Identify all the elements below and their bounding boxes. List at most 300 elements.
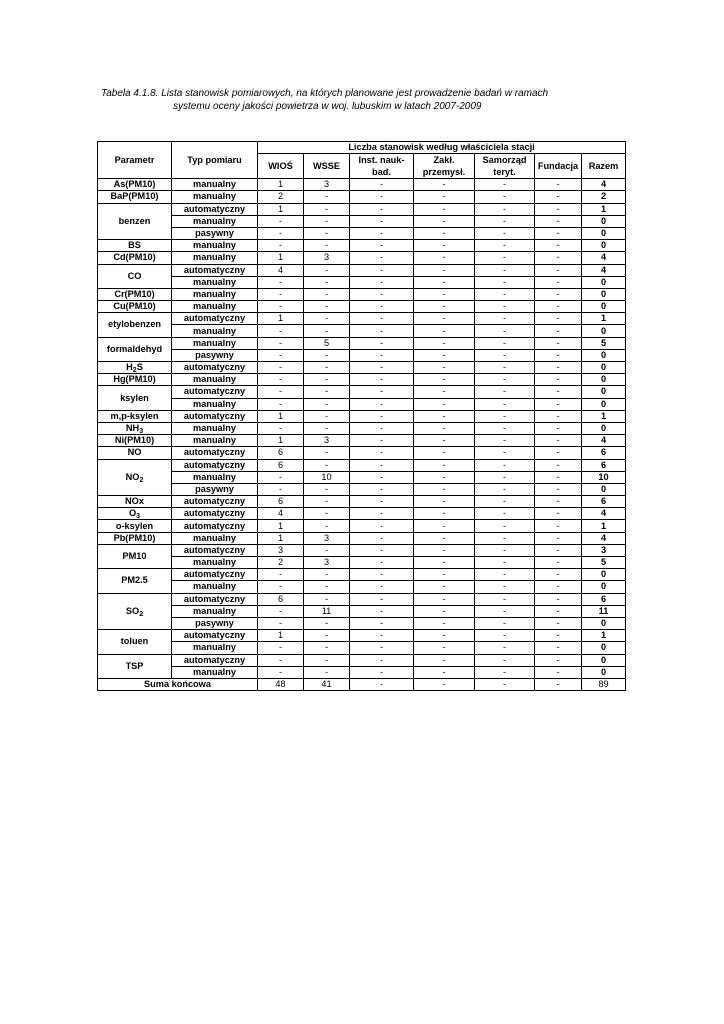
table-row [98,264,626,276]
count-cell: - [535,325,582,337]
count-cell: - [535,313,582,325]
count-cell: - [475,264,535,276]
total-cell: 48 [258,678,304,690]
count-cell: - [475,386,535,398]
count-cell: - [475,313,535,325]
count-cell: - [414,301,475,313]
count-cell: - [304,313,350,325]
measurement-type-cell: manualny [172,374,258,386]
measurement-type-cell: manualny [172,325,258,337]
count-cell: 6 [258,593,304,605]
count-cell: - [350,422,414,434]
count-cell: - [535,374,582,386]
count-cell: - [350,240,414,252]
count-cell: - [535,617,582,629]
parameter-cell: Cu(PM10) [98,301,172,313]
count-cell: - [304,215,350,227]
count-cell: - [350,313,414,325]
stations-table [97,141,626,691]
count-cell: 1 [258,532,304,544]
count-cell: - [258,581,304,593]
razem-cell: 1 [582,520,626,532]
count-cell: - [258,654,304,666]
count-cell: - [535,227,582,239]
count-cell: - [535,520,582,532]
count-cell: 6 [258,447,304,459]
total-cell: 41 [304,678,350,690]
count-cell: - [304,325,350,337]
caption-line-2: systemu oceny jakości powietrza w woj. lubuskim w latach 2007-2009 [173,101,482,112]
count-cell: - [304,508,350,520]
table-row [98,447,626,459]
count-cell: - [304,496,350,508]
count-cell: - [258,483,304,495]
count-cell: - [535,398,582,410]
count-cell: - [350,642,414,654]
count-cell: - [350,483,414,495]
count-cell: - [475,191,535,203]
count-cell: 1 [258,520,304,532]
count-cell: - [414,325,475,337]
razem-cell: 0 [582,386,626,398]
table-row [98,471,626,483]
razem-cell: 0 [582,422,626,434]
count-cell: - [414,410,475,422]
count-cell: - [258,386,304,398]
count-cell: - [350,203,414,215]
count-cell: - [258,666,304,678]
table-row [98,325,626,337]
count-cell: - [475,435,535,447]
count-cell: - [414,435,475,447]
count-cell: - [475,410,535,422]
count-cell: 3 [304,435,350,447]
count-cell: - [258,227,304,239]
table-row [98,313,626,325]
measurement-type-cell: manualny [172,276,258,288]
count-cell: - [535,252,582,264]
count-cell: - [414,313,475,325]
count-cell: - [414,617,475,629]
count-cell: - [535,557,582,569]
header-typ-pomiaru: Typ pomiaru [172,142,258,179]
total-row [98,678,626,690]
razem-cell: 0 [582,569,626,581]
count-cell: - [350,227,414,239]
razem-cell: 4 [582,264,626,276]
table-row [98,557,626,569]
measurement-type-cell: automatyczny [172,447,258,459]
count-cell: - [535,569,582,581]
count-cell: - [304,483,350,495]
measurement-type-cell: automatyczny [172,520,258,532]
header-razem: Razem [582,154,626,179]
total-cell: - [535,678,582,690]
parameter-cell: As(PM10) [98,179,172,191]
table-row [98,642,626,654]
total-razem-cell: 89 [582,678,626,690]
count-cell: - [304,581,350,593]
measurement-type-cell: pasywny [172,349,258,361]
count-cell: - [414,605,475,617]
count-cell: 4 [258,264,304,276]
table-row [98,435,626,447]
count-cell: - [414,569,475,581]
count-cell: - [350,362,414,374]
header-inst-nauk-bad: Inst. nauk-bad. [350,154,414,179]
parameter-cell: $NO_2$ [98,459,172,496]
count-cell: - [535,422,582,434]
count-cell: - [535,179,582,191]
razem-cell: 1 [582,410,626,422]
count-cell: - [535,630,582,642]
measurement-type-cell: manualny [172,532,258,544]
count-cell: - [535,605,582,617]
measurement-type-cell: manualny [172,422,258,434]
razem-cell: 1 [582,203,626,215]
razem-cell: 0 [582,240,626,252]
count-cell: - [350,630,414,642]
measurement-type-cell: automatyczny [172,264,258,276]
count-cell: - [258,301,304,313]
count-cell: 1 [258,313,304,325]
count-cell: - [414,654,475,666]
count-cell: - [304,264,350,276]
count-cell: - [535,532,582,544]
count-cell: - [475,288,535,300]
count-cell: - [475,557,535,569]
count-cell: - [475,532,535,544]
table-row [98,374,626,386]
count-cell: - [414,544,475,556]
table-row [98,337,626,349]
count-cell: - [258,398,304,410]
count-cell: - [475,654,535,666]
table-row [98,459,626,471]
table-row [98,203,626,215]
measurement-type-cell: automatyczny [172,496,258,508]
count-cell: - [258,362,304,374]
table-row [98,422,626,434]
measurement-type-cell: manualny [172,435,258,447]
count-cell: - [475,276,535,288]
table-row [98,349,626,361]
count-cell: - [350,337,414,349]
count-cell: - [304,203,350,215]
count-cell: - [475,471,535,483]
count-cell: - [350,252,414,264]
count-cell: - [535,191,582,203]
count-cell: - [475,337,535,349]
table-row [98,520,626,532]
count-cell: - [350,301,414,313]
count-cell: 6 [258,459,304,471]
table-row [98,288,626,300]
table-body [98,179,626,679]
count-cell: 1 [258,630,304,642]
count-cell: - [350,374,414,386]
count-cell: - [535,301,582,313]
razem-cell: 1 [582,313,626,325]
count-cell: - [414,593,475,605]
parameter-cell: o-ksylen [98,520,172,532]
measurement-type-cell: automatyczny [172,508,258,520]
count-cell: - [258,642,304,654]
count-cell: - [304,191,350,203]
count-cell: - [414,240,475,252]
measurement-type-cell: manualny [172,666,258,678]
count-cell: - [350,435,414,447]
count-cell: - [475,179,535,191]
measurement-type-cell: automatyczny [172,569,258,581]
razem-cell: 2 [582,191,626,203]
measurement-type-cell: manualny [172,337,258,349]
razem-cell: 4 [582,532,626,544]
count-cell: - [414,532,475,544]
measurement-type-cell: automatyczny [172,386,258,398]
count-cell: - [535,203,582,215]
count-cell: 1 [258,203,304,215]
count-cell: - [258,422,304,434]
count-cell: - [350,471,414,483]
razem-cell: 0 [582,483,626,495]
count-cell: - [350,544,414,556]
count-cell: - [258,276,304,288]
caption-line-1: Tabela 4.1.8. Lista stanowisk pomiarowych, na których planowane jest prowadzenie badań w ramach [101,88,549,99]
count-cell: - [304,398,350,410]
count-cell: - [475,215,535,227]
table-row [98,666,626,678]
count-cell: - [475,544,535,556]
parameter-cell: ksylen [98,386,172,410]
count-cell: - [535,386,582,398]
measurement-type-cell: automatyczny [172,459,258,471]
count-cell: - [414,447,475,459]
count-cell: - [535,654,582,666]
measurement-type-cell: automatyczny [172,313,258,325]
measurement-type-cell: manualny [172,557,258,569]
count-cell: - [304,544,350,556]
count-cell: - [304,386,350,398]
measurement-type-cell: pasywny [172,227,258,239]
razem-cell: 0 [582,301,626,313]
count-cell: 3 [304,179,350,191]
count-cell: - [304,227,350,239]
count-cell: 3 [304,532,350,544]
count-cell: - [414,215,475,227]
parameter-cell: Ni(PM10) [98,435,172,447]
count-cell: - [350,215,414,227]
count-cell: - [350,288,414,300]
count-cell: - [304,459,350,471]
count-cell: - [414,203,475,215]
count-cell: - [350,520,414,532]
count-cell: - [475,240,535,252]
measurement-type-cell: manualny [172,240,258,252]
count-cell: - [414,337,475,349]
count-cell: - [414,642,475,654]
count-cell: - [475,422,535,434]
count-cell: - [535,215,582,227]
count-cell: - [304,447,350,459]
count-cell: - [535,666,582,678]
count-cell: - [535,276,582,288]
count-cell: - [414,483,475,495]
count-cell: - [258,605,304,617]
count-cell: - [475,593,535,605]
count-cell: - [414,349,475,361]
count-cell: - [535,544,582,556]
count-cell: 11 [304,605,350,617]
table-row [98,215,626,227]
count-cell: - [535,447,582,459]
count-cell: - [535,471,582,483]
razem-cell: 0 [582,374,626,386]
count-cell: - [350,654,414,666]
razem-cell: 0 [582,276,626,288]
count-cell: - [304,240,350,252]
razem-cell: 0 [582,398,626,410]
count-cell: - [350,666,414,678]
count-cell: - [304,666,350,678]
table-row [98,617,626,629]
measurement-type-cell: automatyczny [172,593,258,605]
count-cell: - [258,617,304,629]
count-cell: - [414,398,475,410]
razem-cell: 0 [582,349,626,361]
count-cell: - [535,496,582,508]
parameter-cell: Pb(PM10) [98,532,172,544]
header-zakl-przemysl: Zakł. przemysł. [414,154,475,179]
count-cell: - [304,301,350,313]
count-cell: 3 [304,557,350,569]
parameter-cell: Cr(PM10) [98,288,172,300]
count-cell: - [475,227,535,239]
measurement-type-cell: pasywny [172,617,258,629]
count-cell: - [535,288,582,300]
razem-cell: 4 [582,252,626,264]
count-cell: - [535,642,582,654]
parameter-cell: BaP(PM10) [98,191,172,203]
count-cell: - [304,630,350,642]
count-cell: - [414,191,475,203]
table-row [98,252,626,264]
total-cell: - [414,678,475,690]
header-samorzad-teryt: Samorząd teryt. [475,154,535,179]
parameter-cell: etylobenzen [98,313,172,337]
count-cell: - [475,398,535,410]
count-cell: - [304,520,350,532]
count-cell: - [535,593,582,605]
razem-cell: 0 [582,654,626,666]
count-cell: - [414,227,475,239]
table-row [98,483,626,495]
count-cell: - [350,532,414,544]
parameter-cell: toluen [98,630,172,654]
header-wios: WIOŚ [258,154,304,179]
table-row [98,276,626,288]
table-row [98,654,626,666]
measurement-type-cell: automatyczny [172,410,258,422]
count-cell: - [475,642,535,654]
count-cell: 6 [258,496,304,508]
razem-cell: 6 [582,496,626,508]
measurement-type-cell: manualny [172,581,258,593]
count-cell: - [258,337,304,349]
count-cell: - [535,264,582,276]
count-cell: - [414,508,475,520]
count-cell: - [304,349,350,361]
count-cell: - [350,191,414,203]
count-cell: - [535,349,582,361]
count-cell: - [258,288,304,300]
count-cell: - [475,301,535,313]
measurement-type-cell: manualny [172,252,258,264]
razem-cell: 0 [582,581,626,593]
table-row [98,398,626,410]
total-label: Suma końcowa [98,678,258,690]
count-cell: - [414,581,475,593]
count-cell: - [414,276,475,288]
count-cell: - [414,362,475,374]
header-parametr: Parametr [98,142,172,179]
count-cell: - [258,349,304,361]
count-cell: - [414,471,475,483]
count-cell: - [414,374,475,386]
parameter-cell: Hg(PM10) [98,374,172,386]
count-cell: - [414,630,475,642]
count-cell: - [258,374,304,386]
parameter-cell: formaldehyd [98,337,172,361]
measurement-type-cell: automatyczny [172,203,258,215]
count-cell: 1 [258,435,304,447]
table-row [98,532,626,544]
parameter-cell: NOx [98,496,172,508]
count-cell: - [350,581,414,593]
count-cell: 3 [258,544,304,556]
measurement-type-cell: manualny [172,288,258,300]
razem-cell: 4 [582,179,626,191]
header-wsse: WSSE [304,154,350,179]
parameter-cell: m,p-ksylen [98,410,172,422]
measurement-type-cell: manualny [172,605,258,617]
parameter-cell: CO [98,264,172,288]
measurement-type-cell: pasywny [172,483,258,495]
razem-cell: 4 [582,508,626,520]
count-cell: 10 [304,471,350,483]
measurement-type-cell: manualny [172,179,258,191]
count-cell: - [475,252,535,264]
count-cell: - [535,483,582,495]
count-cell: 1 [258,410,304,422]
table-row [98,362,626,374]
razem-cell: 3 [582,544,626,556]
count-cell: - [475,459,535,471]
count-cell: - [350,447,414,459]
count-cell: 4 [258,508,304,520]
measurement-type-cell: automatyczny [172,544,258,556]
count-cell: - [414,520,475,532]
measurement-type-cell: manualny [172,471,258,483]
table-row [98,240,626,252]
count-cell: - [350,264,414,276]
count-cell: - [475,362,535,374]
parameter-cell: Cd(PM10) [98,252,172,264]
table-row [98,569,626,581]
table-row [98,605,626,617]
total-cell: - [350,678,414,690]
table-row [98,581,626,593]
